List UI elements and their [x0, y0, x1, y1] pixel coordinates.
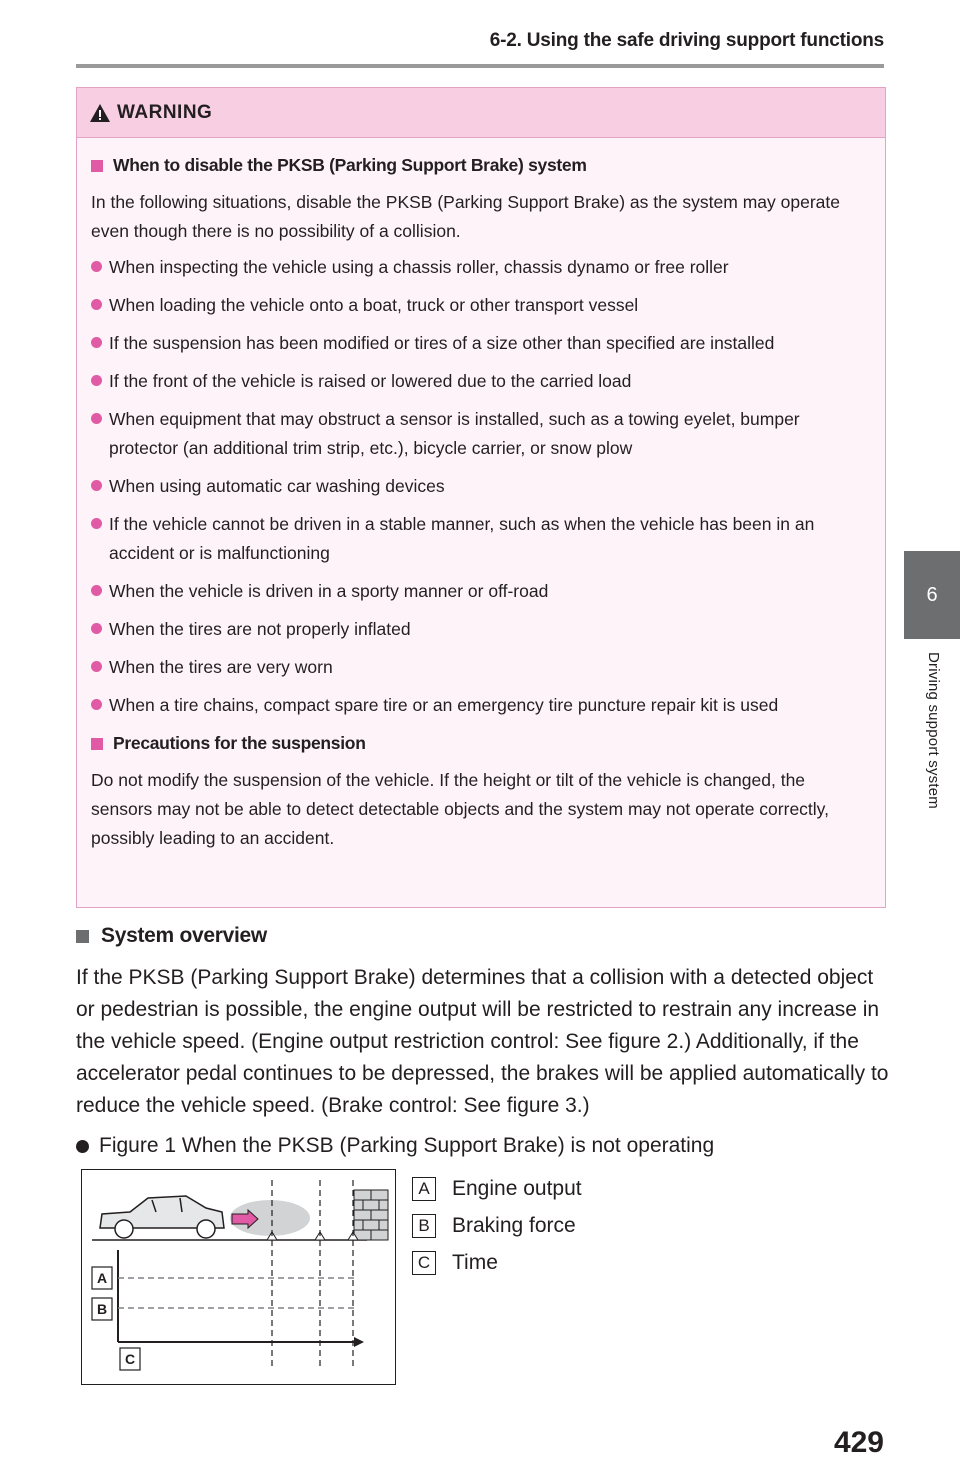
figure-caption [76, 1134, 714, 1158]
chapter-number: 6 [926, 583, 938, 606]
list-item: If the vehicle cannot be driven in a stable manner, such as when the vehicle has been in an accident or is malfunctioning [91, 510, 871, 568]
list-item: When the vehicle is driven in a sporty manner or off-road [91, 577, 871, 606]
figure-diagram [81, 1169, 396, 1385]
legend-row [412, 1245, 582, 1281]
square-bullet-icon [76, 930, 89, 943]
legend-row [412, 1208, 582, 1244]
subheading-text: Precautions for the suspension [113, 733, 366, 753]
legend-label: Time [452, 1251, 498, 1274]
diagram-svg [82, 1170, 394, 1383]
square-bullet-icon [91, 738, 103, 750]
list-item: When the tires are very worn [91, 653, 871, 682]
figure-caption-text: Figure 1 When the PKSB (Parking Support Brake) is not operating [99, 1134, 715, 1157]
axis-label-b: B [96, 1301, 108, 1317]
section-heading [76, 924, 267, 948]
warning-triangle-icon [89, 103, 111, 123]
warning-box [76, 87, 886, 908]
warning-list [91, 253, 871, 720]
warning-intro: In the following situations, disable the PKSB (Parking Support Brake) as the system may operate even though there is no possibility of a collision. [91, 192, 840, 241]
warning-paragraph: Do not modify the suspension of the vehicle. If the height or tilt of the vehicle is changed, the sensors may not be able to detect detectable objects and the system may not operate correctly, possibly leading to an accident. [91, 770, 829, 848]
list-item: When inspecting the vehicle using a chassis roller, chassis dynamo or free roller [91, 253, 871, 282]
square-bullet-icon [91, 160, 103, 172]
warning-subheading [91, 151, 871, 180]
list-item: When equipment that may obstruct a sensor is installed, such as a towing eyelet, bumper protector (an additional trim strip, etc.), bicycle carrier, or snow plow [91, 405, 871, 463]
legend-label: Engine output [452, 1177, 582, 1200]
figure-legend [412, 1171, 582, 1282]
subheading-text: When to disable the PKSB (Parking Support Brake) system [113, 155, 587, 175]
section-title: 6-2. Using the safe driving support functions [489, 30, 884, 51]
overview-paragraph: If the PKSB (Parking Support Brake) determines that a collision with a detected object or pedestrian is possible, the engine output will be restricted to restrain any increase in the vehicle speed. (Engine output restriction control: See figure 2.) Additionally, if the accelerator pedal continues to be depressed, the brakes will be applied automatically to reduce the vehicle speed. (Brake control: See figure 3.) [76, 966, 889, 1117]
warning-body [77, 138, 885, 853]
warning-header [77, 88, 885, 138]
page-number: 429 [833, 1426, 884, 1459]
warning-subheading [91, 729, 871, 758]
list-item: If the front of the vehicle is raised or lowered due to the carried load [91, 367, 871, 396]
section-heading-text: System overview [101, 924, 267, 947]
chapter-label: Driving support system [925, 652, 942, 809]
list-item: If the suspension has been modified or tires of a size other than specified are installed [91, 329, 871, 358]
list-item: When the tires are not properly inflated [91, 615, 871, 644]
list-item: When loading the vehicle onto a boat, truck or other transport vessel [91, 291, 871, 320]
axis-label-a: A [96, 1270, 108, 1286]
axis-label-c: C [124, 1351, 136, 1367]
warning-title: WARNING [117, 101, 213, 123]
legend-key: A [412, 1177, 436, 1201]
list-item: When a tire chains, compact spare tire or an emergency tire puncture repair kit is used [91, 691, 871, 720]
list-item: When using automatic car washing devices [91, 472, 871, 501]
legend-label: Braking force [452, 1214, 576, 1237]
chapter-tab[interactable] [904, 551, 960, 639]
header-rule [76, 64, 884, 68]
legend-row [412, 1171, 582, 1207]
legend-key: C [412, 1251, 436, 1275]
legend-key: B [412, 1214, 436, 1238]
car-icon [100, 1196, 224, 1238]
round-bullet-icon [76, 1140, 89, 1153]
wall-icon [354, 1190, 388, 1240]
